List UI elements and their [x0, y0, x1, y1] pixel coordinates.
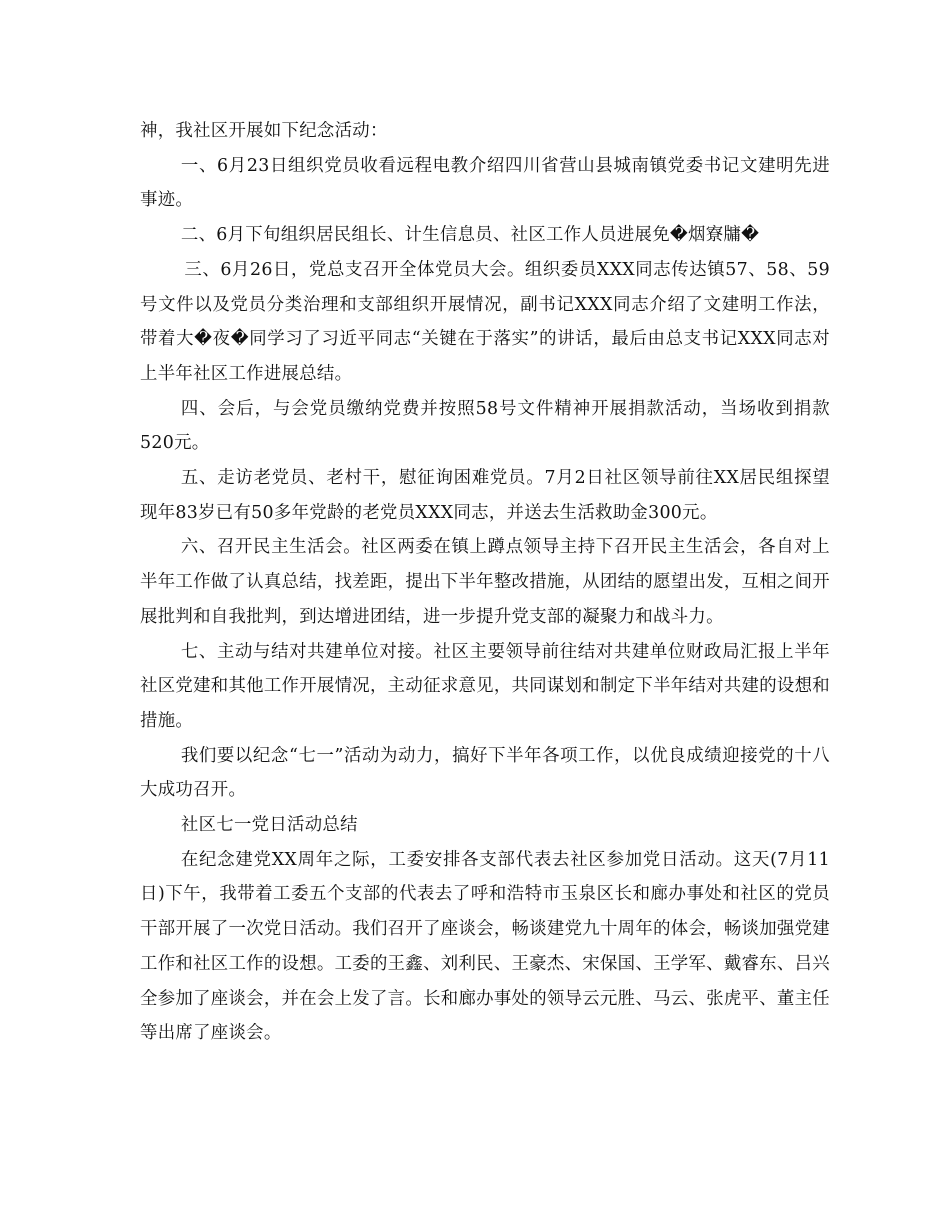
paragraph-item-5: 五、走访老党员、老村干，慰征询困难党员。7月2日社区领导前往XX居民组探望现年83岁已有50多年党龄的老党员XXX同志，并送去生活救助金300元。	[140, 468, 830, 523]
paragraph-item-1: 一、6月23日组织党员收看远程电教介绍四川省营山县城南镇党委书记文建明先进事迹。	[140, 155, 830, 211]
paragraph-item-6: 六、召开民主生活会。社区两委在镇上蹲点领导主持下召开民主生活会，各自对上半年工作做了认真总结，找差距，提出下半年整改措施，从团结的愿望出发，互相之间开展批判和自我批判，到达增进团结，进一步提升党支部的凝聚力和战斗力。	[140, 537, 830, 627]
paragraph-summary-body: 在纪念建党XX周年之际，工委安排各支部代表去社区参加党日活动。这天(7月11日)下午，我带着工委五个支部的代表去了呼和浩特市玉泉区长和廊办事处和社区的党员干部开展了一次党日活动。我们召开了座谈会，畅谈建党九十周年的体会，畅谈加强党建工作和社区工作的设想。工委的王鑫、刘利民、王豪杰、宋保国、王学军、戴睿东、吕兴全参加了座谈会，并在会上发了言。长和廊办事处的领导云元胜、马云、张虎平、董主任等出席了座谈会。	[140, 849, 830, 1044]
paragraph-item-4: 四、会后，与会党员缴纳党费并按照58号文件精神开展捐款活动，当场收到捐款520元。	[140, 398, 830, 454]
paragraph-item-7: 七、主动与结对共建单位对接。社区主要领导前往结对共建单位财政局汇报上半年社区党建和其他工作开展情况，主动征求意见，共同谋划和制定下半年结对共建的设想和措施。	[140, 641, 830, 731]
paragraph-item-3: 三、6月26日，党总支召开全体党员大会。组织委员XXX同志传达镇57、58、59号文件以及党员分类治理和支部组织开展情况，副书记XXX同志介绍了文建明工作法，带着大�夜�同学习了习近平同志“关键在于落实”的讲话，最后由总支书记XXX同志对上半年社区工作进展总结。	[140, 259, 830, 384]
section-heading: 社区七一党日活动总结	[180, 815, 358, 836]
paragraph-item-2: 二、6月下旬组织居民组长、计生信息员、社区工作人员进展免�烟寮牗�	[180, 225, 760, 246]
paragraph-intro-continuation: 神，我社区开展如下纪念活动：	[140, 121, 388, 141]
document-body	[140, 114, 830, 1051]
paragraph-conclusion: 我们要以纪念“七一”活动为动力，搞好下半年各项工作，以优良成绩迎接党的十八大成功召开。	[140, 745, 830, 801]
